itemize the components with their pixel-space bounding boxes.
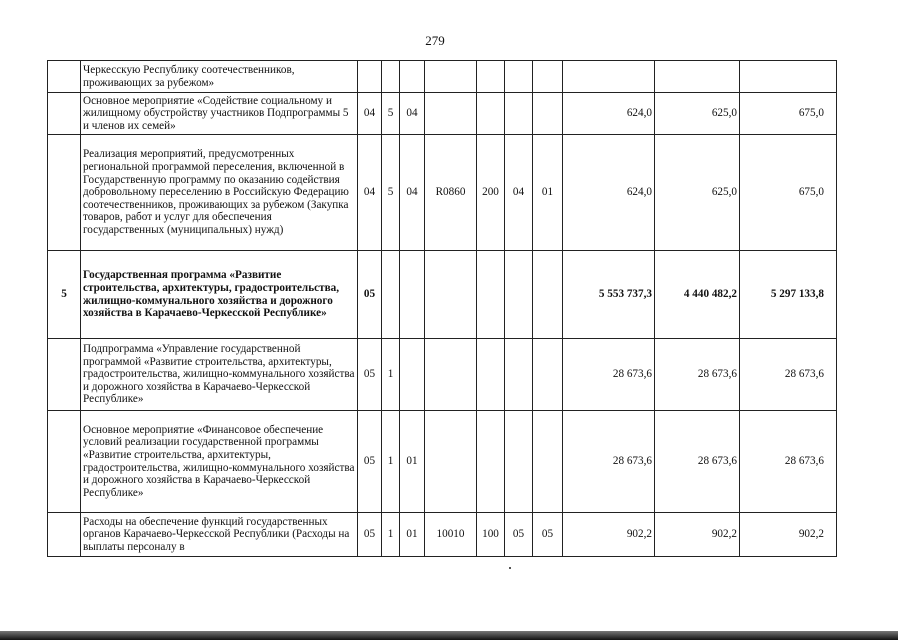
- item-name: Государственная программа «Развитие строительства, архитектуры, градостроительства, жилищно-коммунального хозяйства и дорожного хозяйства в Карачаево-Черкесской Республике»: [81, 251, 358, 339]
- code-direction: 10010: [425, 513, 477, 557]
- code-activity: 01: [400, 513, 425, 557]
- amount-year-3: 28 673,6: [740, 339, 837, 411]
- code-expense-type: [477, 339, 505, 411]
- code-subprogram: 1: [382, 513, 400, 557]
- code-subprogram: [382, 251, 400, 339]
- code-subprogram: 1: [382, 411, 400, 513]
- scan-edge: [0, 631, 898, 640]
- code-section: [505, 251, 533, 339]
- item-name: Реализация мероприятий, предусмотренных региональной программой переселения, включенной в Государственную программу по оказанию содействия добровольному переселению в Российскую Федерацию соотечественников, проживающих за рубежом (Закупка товаров, работ и услуг для обеспечения государственных (муниципальных) нужд): [81, 135, 358, 251]
- code-subsection: 05: [533, 513, 563, 557]
- code-activity: 04: [400, 135, 425, 251]
- code-subsection: [533, 411, 563, 513]
- budget-table: [47, 60, 837, 557]
- code-section: [505, 411, 533, 513]
- code-program: 04: [358, 93, 382, 135]
- table-row: [48, 93, 837, 135]
- code-subsection: [533, 251, 563, 339]
- code-program: [358, 61, 382, 93]
- scan-speck: [509, 567, 511, 569]
- page-number: 279: [425, 33, 445, 48]
- amount-year-2: 4 440 482,2: [655, 251, 740, 339]
- row-number: [48, 513, 81, 557]
- amount-year-2: 28 673,6: [655, 339, 740, 411]
- code-expense-type: [477, 411, 505, 513]
- code-section: 05: [505, 513, 533, 557]
- amount-year-1: 624,0: [563, 135, 655, 251]
- code-activity: [400, 339, 425, 411]
- amount-year-2: 902,2: [655, 513, 740, 557]
- amount-year-1: [563, 61, 655, 93]
- code-direction: R0860: [425, 135, 477, 251]
- code-activity: [400, 61, 425, 93]
- amount-year-2: 28 673,6: [655, 411, 740, 513]
- code-section: 04: [505, 135, 533, 251]
- code-program: 05: [358, 251, 382, 339]
- code-subsection: [533, 61, 563, 93]
- code-subprogram: 1: [382, 339, 400, 411]
- amount-year-2: 625,0: [655, 135, 740, 251]
- table-row: [48, 339, 837, 411]
- code-program: 05: [358, 411, 382, 513]
- amount-year-1: 624,0: [563, 93, 655, 135]
- code-direction: [425, 251, 477, 339]
- amount-year-3: 28 673,6: [740, 411, 837, 513]
- amount-year-3: [740, 61, 837, 93]
- row-number: [48, 93, 81, 135]
- item-name: Подпрограмма «Управление государственной программой «Развитие строительства, архитектуры, градостроительства, жилищно-коммунального хозяйства и дорожного хозяйства в Карачаево-Черкесской Республике»: [81, 339, 358, 411]
- table-row: [48, 513, 837, 557]
- item-name: Основное мероприятие «Финансовое обеспечение условий реализации государственной программы «Развитие строительства, архитектуры, градостроительства, жилищно-коммунального хозяйства и дорожного хозяйства в Карачаево-Черкесской Республике»: [81, 411, 358, 513]
- row-number: [48, 339, 81, 411]
- amount-year-1: 5 553 737,3: [563, 251, 655, 339]
- table-row: [48, 61, 837, 93]
- code-expense-type: [477, 251, 505, 339]
- row-number: [48, 135, 81, 251]
- code-subsection: 01: [533, 135, 563, 251]
- code-expense-type: 100: [477, 513, 505, 557]
- amount-year-3: 902,2: [740, 513, 837, 557]
- code-program: 04: [358, 135, 382, 251]
- amount-year-1: 28 673,6: [563, 411, 655, 513]
- item-name: Расходы на обеспечение функций государственных органов Карачаево-Черкесской Республики (Расходы на выплаты персоналу в: [81, 513, 358, 557]
- code-expense-type: [477, 61, 505, 93]
- code-subprogram: 5: [382, 135, 400, 251]
- amount-year-3: 675,0: [740, 135, 837, 251]
- row-number: 5: [48, 251, 81, 339]
- code-program: 05: [358, 513, 382, 557]
- code-subsection: [533, 339, 563, 411]
- item-name: Черкесскую Республику соотечественников, проживающих за рубежом»: [81, 61, 358, 93]
- code-expense-type: 200: [477, 135, 505, 251]
- code-activity: 04: [400, 93, 425, 135]
- amount-year-3: 5 297 133,8: [740, 251, 837, 339]
- code-direction: [425, 411, 477, 513]
- code-activity: [400, 251, 425, 339]
- code-program: 05: [358, 339, 382, 411]
- code-direction: [425, 93, 477, 135]
- code-expense-type: [477, 93, 505, 135]
- table-row: [48, 411, 837, 513]
- amount-year-2: 625,0: [655, 93, 740, 135]
- code-subprogram: 5: [382, 93, 400, 135]
- row-number: [48, 411, 81, 513]
- amount-year-1: 28 673,6: [563, 339, 655, 411]
- table-row: [48, 251, 837, 339]
- amount-year-3: 675,0: [740, 93, 837, 135]
- table-row: [48, 135, 837, 251]
- row-number: [48, 61, 81, 93]
- code-activity: 01: [400, 411, 425, 513]
- code-subsection: [533, 93, 563, 135]
- code-subprogram: [382, 61, 400, 93]
- code-direction: [425, 61, 477, 93]
- code-section: [505, 339, 533, 411]
- item-name: Основное мероприятие «Содействие социальному и жилищному обустройству участников Подпрограммы 5 и членов их семей»: [81, 93, 358, 135]
- code-direction: [425, 339, 477, 411]
- amount-year-2: [655, 61, 740, 93]
- code-section: [505, 93, 533, 135]
- code-section: [505, 61, 533, 93]
- amount-year-1: 902,2: [563, 513, 655, 557]
